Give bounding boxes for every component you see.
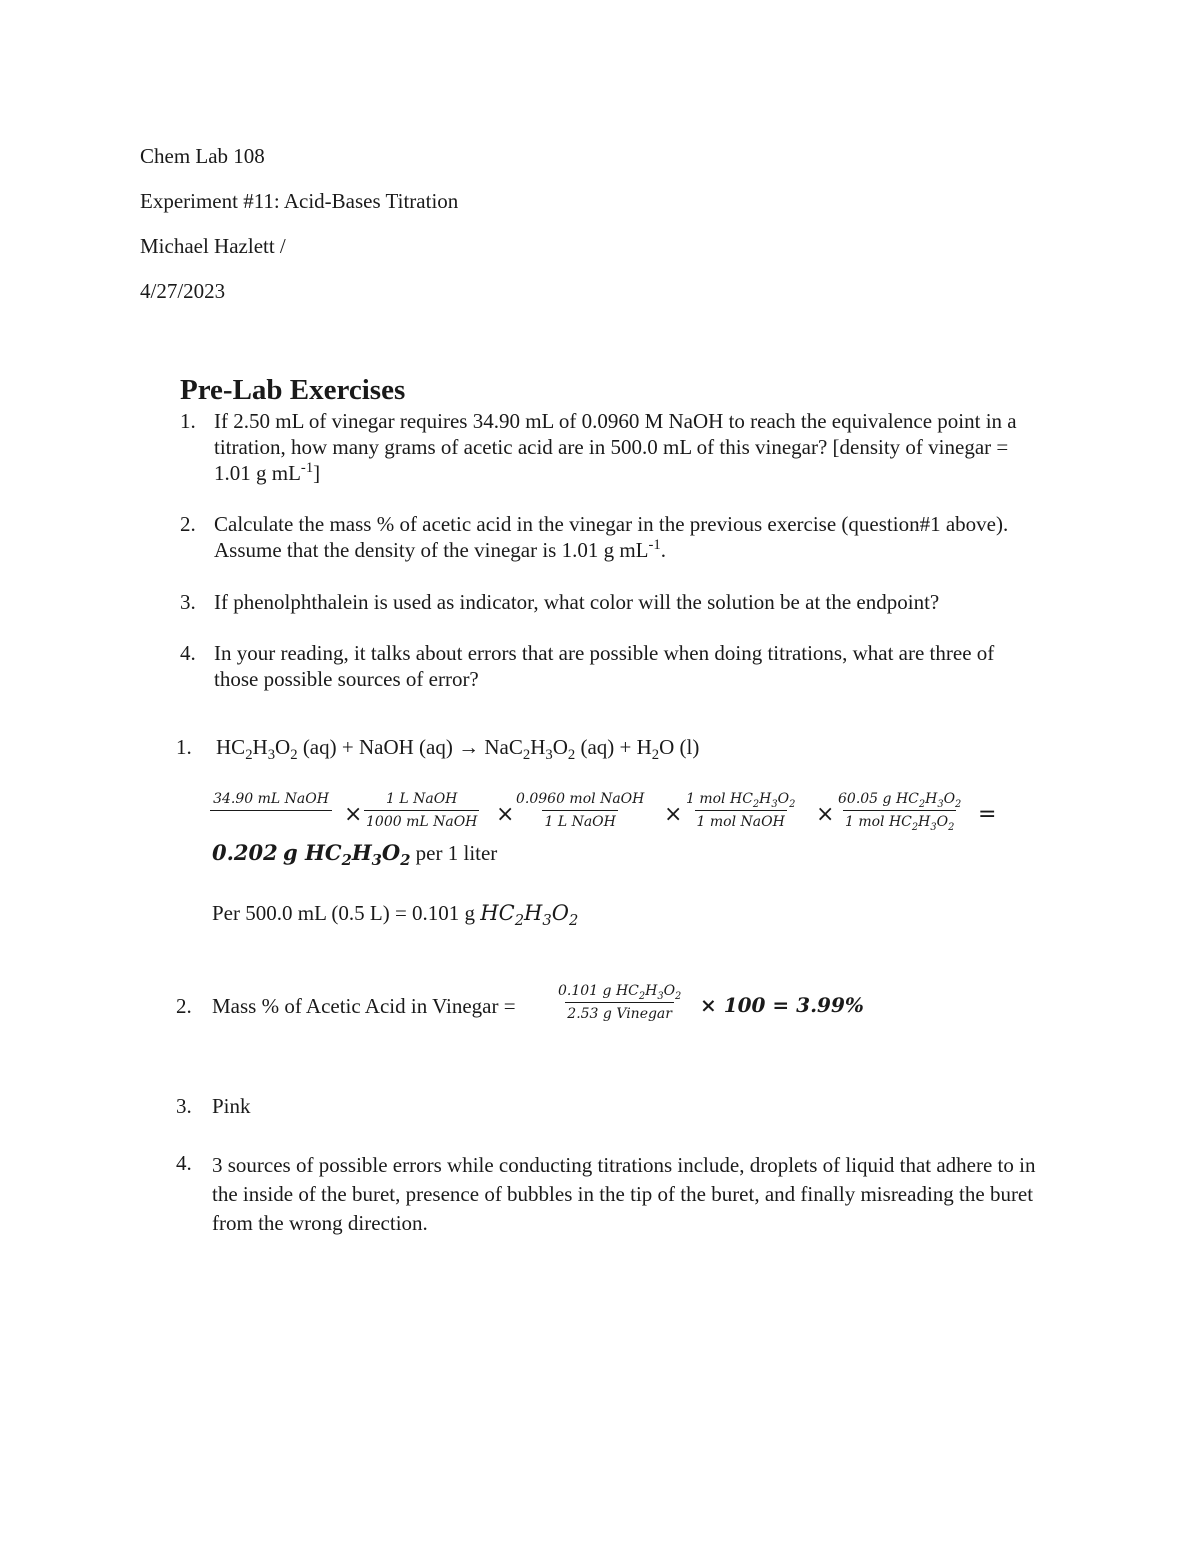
- mass-percent-fraction: [556, 983, 683, 1022]
- per500-text: Per 500.0 mL (0.5 L) = 0.101 g: [212, 901, 476, 925]
- equals-sign: =: [978, 802, 997, 827]
- fraction-numerator: 60.05 g $HC_2H_3O_2$: [838, 791, 962, 810]
- per-500ml-result: [212, 901, 579, 930]
- mass-percent-label: Mass % of Acetic Acid in Vinegar =: [212, 994, 516, 1018]
- result-unit: g $HC_2H_3O_2$: [283, 840, 411, 870]
- result-value: 0.202: [212, 840, 278, 865]
- fraction-numerator: 0.101 g $HC_2H_3O_2$: [558, 983, 682, 1002]
- times-sign: ×: [344, 802, 363, 827]
- fraction-denominator: 1000 mL NaOH: [364, 810, 479, 830]
- answer-3-number: 3.: [176, 1094, 192, 1118]
- mass-percent-result: × 100 = 3.99%: [700, 993, 864, 1017]
- per500-unit: $HC_2H_3O_2$: [480, 901, 579, 930]
- answer-2-number: 2.: [176, 994, 192, 1018]
- answer-4-number: 4.: [176, 1151, 192, 1175]
- fraction-numerator: 1 mol $HC_2H_3O_2$: [686, 791, 796, 810]
- question-number: 2.: [180, 512, 196, 536]
- times-sign: ×: [496, 802, 515, 827]
- question-text: Calculate the mass % of acetic acid in the vinegar in the previous exercise (question#1 above). Assume that the density of the vinegar is 1.01 g $mL^{-1}$.: [214, 512, 1009, 562]
- question-text: In your reading, it talks about errors that are possible when doing titrations, what are three of those possible sources of error?: [214, 641, 995, 691]
- report-date: 4/27/2023: [140, 279, 226, 303]
- reaction-equation: $HC_2H_3O_2$ (aq) + NaOH $(aq) \to NaC_2H_3O_2$ $(aq) + H_2O$ (l): [216, 735, 700, 764]
- conversion-factor-5: [836, 791, 963, 833]
- fraction-numerator: 34.90 mL NaOH: [213, 791, 329, 807]
- fraction-numerator: 1 L NaOH: [386, 791, 458, 807]
- course-title: Chem Lab 108: [140, 144, 265, 168]
- prelab-title: Pre-Lab Exercises: [180, 374, 406, 406]
- answer-3-text: Pink: [212, 1094, 251, 1118]
- fraction-denominator: 2.53 g Vinegar: [565, 1002, 674, 1022]
- conversion-factor-1: [210, 791, 332, 814]
- answer-4-text: 3 sources of possible errors while conducting titrations include, droplets of liquid that adhere to in the inside of the buret, presence of bubbles in the tip of the buret, and finally misreading the buret from the wrong direction.: [212, 1153, 1036, 1235]
- conversion-factor-3: [514, 791, 646, 830]
- question-text: If phenolphthalein is used as indicator, what color will the solution be at the endpoint?: [214, 590, 940, 614]
- author-name: Michael Hazlett /: [140, 234, 286, 258]
- fraction-numerator: 0.0960 mol NaOH: [516, 791, 645, 807]
- fraction-denominator: [210, 810, 332, 814]
- times-sign: ×: [664, 802, 683, 827]
- answer-1-number: 1.: [176, 735, 192, 759]
- result-suffix: per 1 liter: [415, 841, 498, 865]
- question-text: If 2.50 mL of vinegar requires 34.90 mL of 0.0960 M NaOH to reach the equivalence point in a titration, how many grams of acetic acid are in 500.0 mL of this vinegar? [density of vinegar = 1.01 g $mL^{-1}$]: [214, 409, 1017, 485]
- fraction-denominator: 1 L NaOH: [542, 810, 617, 830]
- times-sign: ×: [816, 802, 835, 827]
- fraction-denominator: 1 mol NaOH: [695, 810, 787, 830]
- conversion-factor-4: [684, 791, 797, 830]
- question-number: 3.: [180, 590, 196, 614]
- fraction-denominator: 1 mol $HC_2H_3O_2$: [843, 810, 956, 830]
- question-number: 1.: [180, 409, 196, 433]
- experiment-title: Experiment #11: Acid-Bases Titration: [140, 189, 459, 213]
- grams-per-liter-result: [212, 840, 498, 870]
- conversion-factor-2: [364, 791, 479, 830]
- question-number: 4.: [180, 641, 196, 665]
